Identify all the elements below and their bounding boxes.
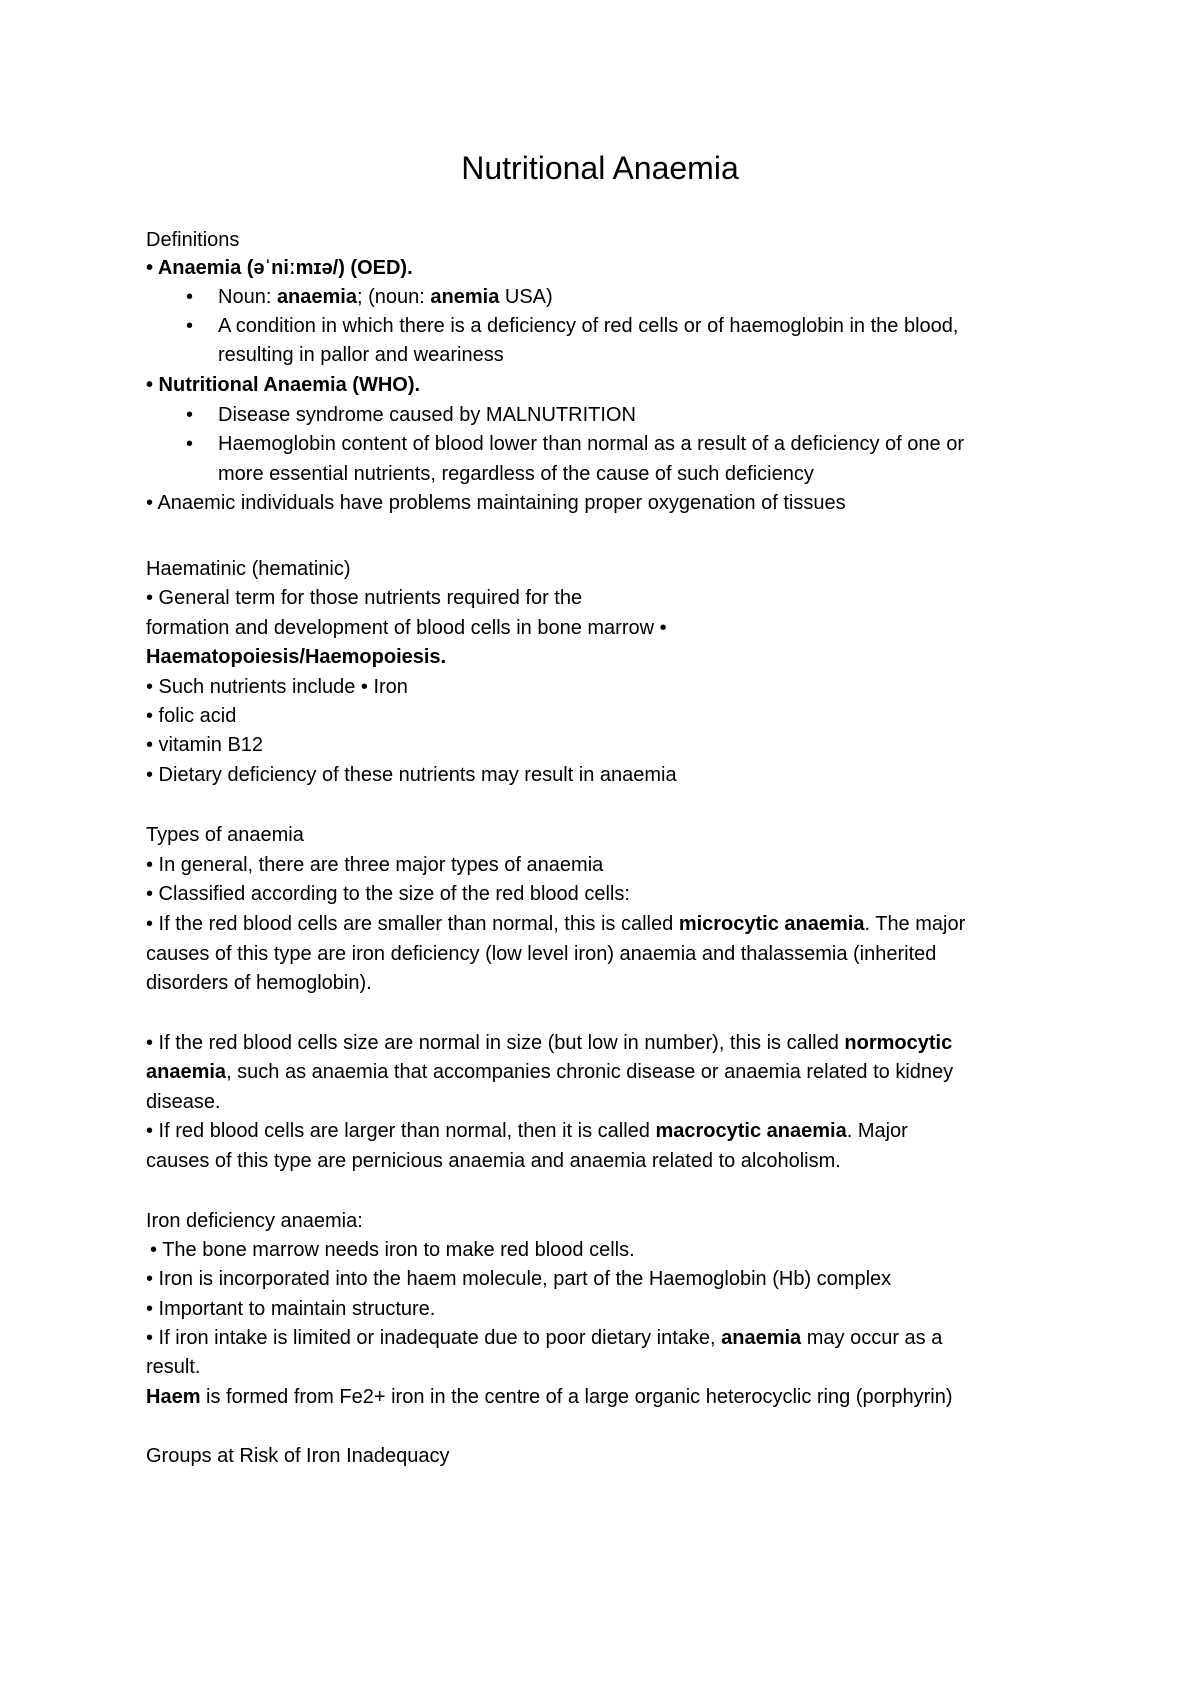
types-line-1: • In general, there are three major types of anaemia bbox=[146, 854, 604, 876]
macrocytic-line-1: • If red blood cells are larger than normal, then it is called macrocytic anaemia. Major bbox=[146, 1120, 908, 1142]
noun-bullet: • Noun: anaemia; (noun: anemia USA) bbox=[186, 286, 553, 308]
microcytic-line-3: disorders of hemoglobin). bbox=[146, 972, 372, 994]
haematinic-line-4: • Such nutrients include • Iron bbox=[146, 676, 408, 698]
haematinic-line-2: formation and development of blood cells in bone marrow • bbox=[146, 617, 667, 639]
iron-line-3: • Important to maintain structure. bbox=[146, 1298, 436, 1320]
normocytic-line-2: anaemia, such as anaemia that accompanies chronic disease or anaemia related to kidney bbox=[146, 1061, 954, 1083]
macrocytic-line-2: causes of this type are pernicious anaemia and anaemia related to alcoholism. bbox=[146, 1150, 841, 1172]
types-heading: Types of anaemia bbox=[146, 824, 304, 846]
types-line-2: • Classified according to the size of the red blood cells: bbox=[146, 883, 630, 905]
iron-line-1: • The bone marrow needs iron to make red blood cells. bbox=[150, 1239, 635, 1261]
haematinic-line-7: • Dietary deficiency of these nutrients may result in anaemia bbox=[146, 764, 677, 786]
microcytic-line-1: • If the red blood cells are smaller than normal, this is called microcytic anaemia. The major bbox=[146, 913, 966, 935]
haematinic-line-6: • vitamin B12 bbox=[146, 734, 264, 756]
normocytic-line-3: disease. bbox=[146, 1091, 221, 1113]
nutritional-anaemia-label: • Nutritional Anaemia (WHO). bbox=[146, 374, 421, 396]
normocytic-line-1: • If the red blood cells size are normal in size (but low in number), this is called normocytic bbox=[146, 1032, 953, 1054]
groups-heading: Groups at Risk of Iron Inadequacy bbox=[146, 1445, 450, 1467]
iron-heading: Iron deficiency anaemia: bbox=[146, 1210, 363, 1232]
microcytic-line-2: causes of this type are iron deficiency (low level iron) anaemia and thalassemia (inherited bbox=[146, 943, 937, 965]
iron-line-5: result. bbox=[146, 1356, 201, 1378]
syndrome-bullet: • Disease syndrome caused by MALNUTRITION bbox=[186, 404, 636, 426]
haem-line: Haem is formed from Fe2+ iron in the centre of a large organic heterocyclic ring (porphyrin) bbox=[146, 1386, 953, 1408]
page-title: Nutritional Anaemia bbox=[461, 150, 739, 186]
haematopoiesis-line: Haematopoiesis/Haemopoiesis. bbox=[146, 646, 447, 668]
iron-line-2: • Iron is incorporated into the haem molecule, part of the Haemoglobin (Hb) complex bbox=[146, 1268, 892, 1290]
definitions-heading: Definitions bbox=[146, 229, 240, 251]
haemoglobin-continuation: more essential nutrients, regardless of the cause of such deficiency bbox=[218, 463, 814, 485]
haematinic-heading: Haematinic (hematinic) bbox=[146, 558, 351, 580]
anaemia-definition-label: • Anaemia (əˈniːmɪə/) (OED). bbox=[146, 257, 413, 279]
anaemic-individuals-line: • Anaemic individuals have problems maintaining proper oxygenation of tissues bbox=[146, 492, 846, 514]
haematinic-line-1: • General term for those nutrients required for the bbox=[146, 587, 583, 609]
iron-line-4: • If iron intake is limited or inadequate due to poor dietary intake, anaemia may occur as a bbox=[146, 1327, 943, 1349]
condition-bullet: • A condition in which there is a deficiency of red cells or of haemoglobin in the blood, bbox=[186, 315, 959, 337]
haemoglobin-bullet: • Haemoglobin content of blood lower than normal as a result of a deficiency of one or bbox=[186, 433, 964, 455]
haematinic-line-5: • folic acid bbox=[146, 705, 237, 727]
condition-continuation: resulting in pallor and weariness bbox=[218, 344, 504, 366]
